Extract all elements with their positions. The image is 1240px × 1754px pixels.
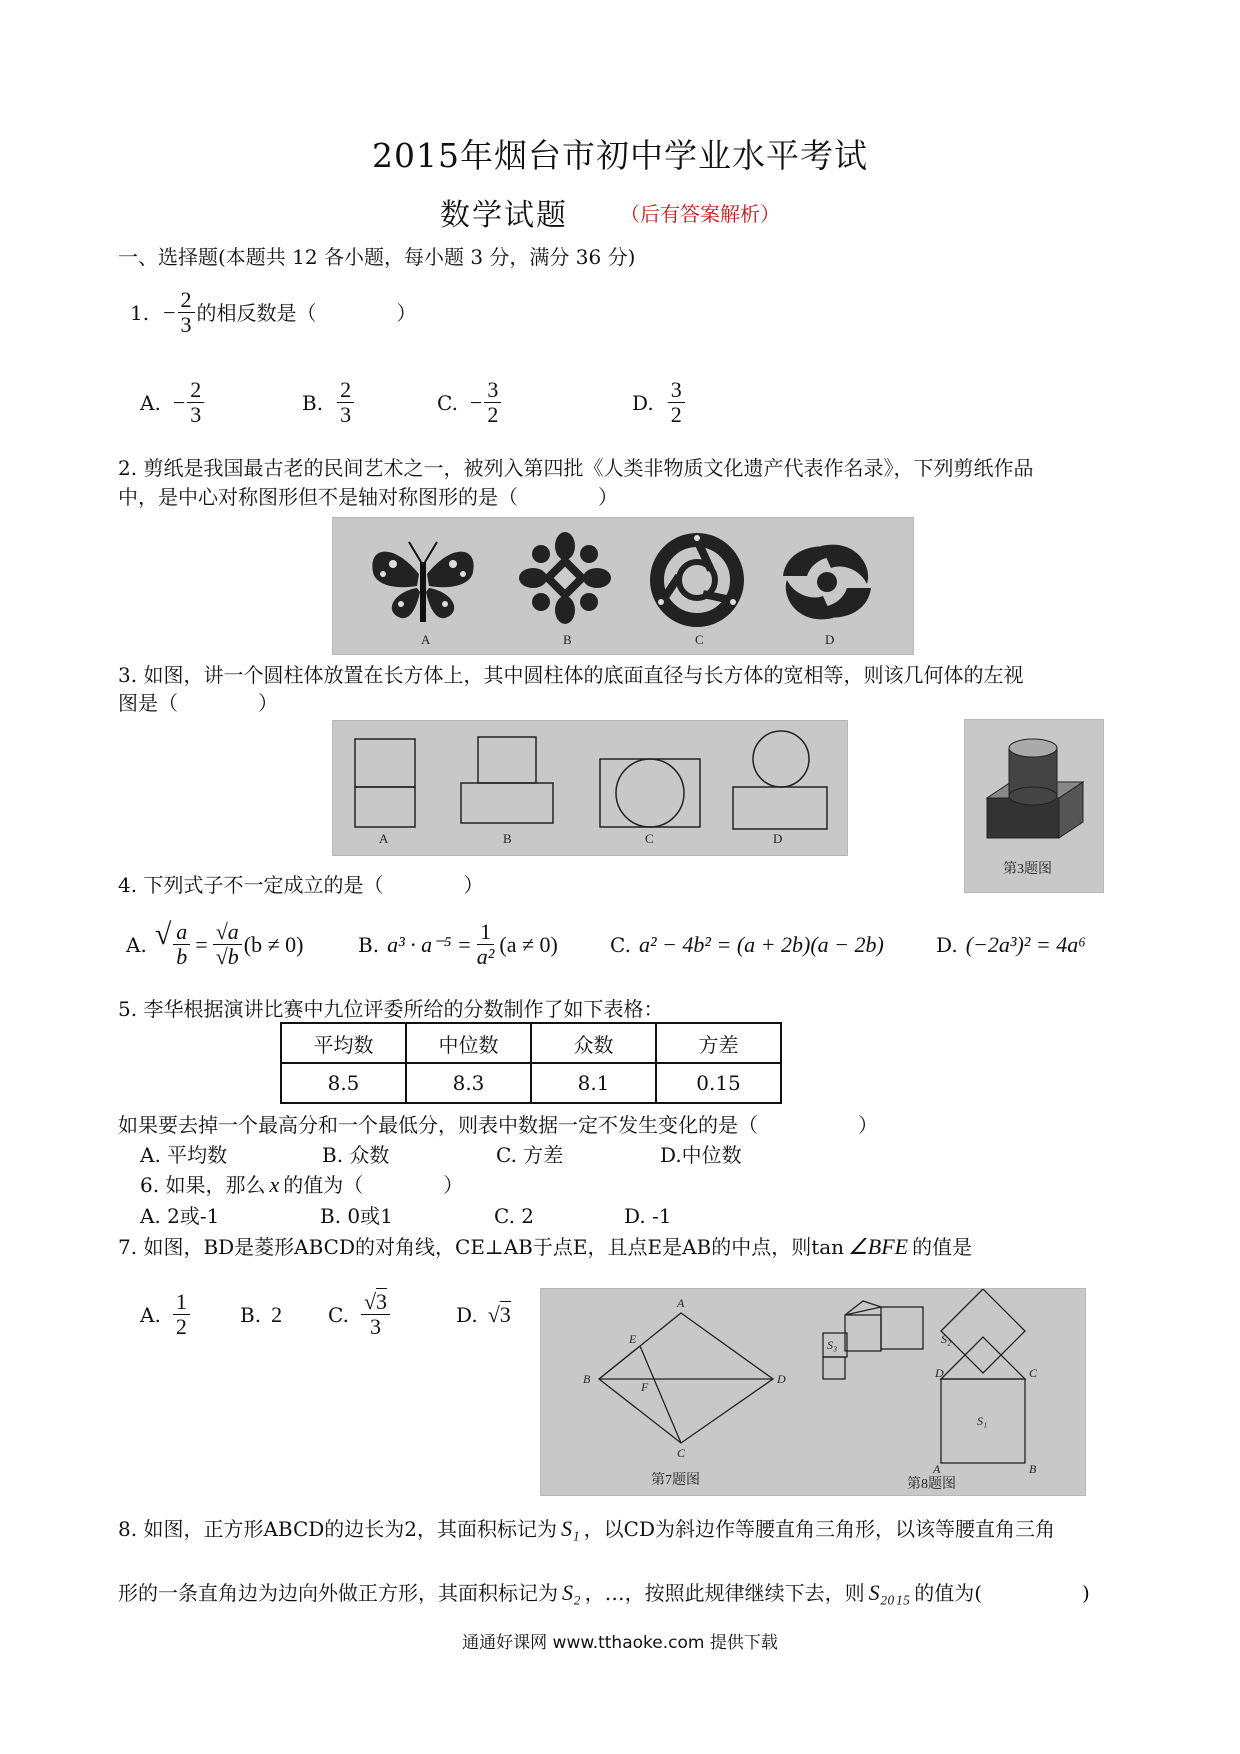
point-label: C [677,1446,686,1460]
point-label: A [933,1462,941,1476]
option-label: A. [126,932,147,957]
q1-stem [130,288,417,337]
option-value: 2 [271,1301,283,1327]
option-label: D. [456,1302,478,1327]
q6-option-c[interactable]: C. 2 [494,1204,535,1228]
inner-fraction [173,920,190,969]
fig8-caption: 第8题图 [907,1477,956,1492]
option-label: B. [358,932,380,957]
footer-credit: 通通好课网 www.tthaoke.com 提供下载 [462,1633,778,1653]
q1-option-c[interactable] [437,378,632,427]
option-fraction [173,1290,190,1339]
option-fraction [187,378,204,427]
option-value: √3 [487,1301,511,1327]
q7-options [140,1290,511,1339]
point-label: D [935,1366,944,1380]
papercut-figure [332,517,914,655]
option-num: 3 [668,378,685,403]
option-label: D. [632,390,654,415]
q6-option-b[interactable]: B. 0或1 [320,1204,393,1228]
q8-text: 的值为( ) [914,1581,1090,1605]
q1-option-d[interactable] [632,378,687,427]
area-label: S₁ [977,1414,988,1428]
ring-papercut-icon [657,535,737,620]
option-label: A. [140,1302,161,1327]
q6-text-b: 的值为（ ） [283,1173,464,1197]
q5-stem: 5. 李华根据演讲比赛中九位评委所给的分数制作了如下表格： [118,997,664,1021]
q8-text: 8. 如图，正方形ABCD的边长为2，其面积标记为 [118,1517,558,1541]
condition: (a ≠ 0) [499,931,558,957]
option-num: 2 [187,378,204,403]
left-view-options-figure [332,720,848,856]
radicand: 3 [376,1289,388,1314]
q4-stem: 4. 下列式子不一定成立的是（ ） [118,873,484,897]
fig3-caption: 第3题图 [1003,862,1052,877]
q7-option-c[interactable] [328,1290,456,1339]
q2-line2: 中，是中心对称图形但不是轴对称图形的是（ ） [118,485,618,509]
q8-s1: S₁ [561,1516,580,1541]
frac-den: b [176,944,188,969]
caption-a: A [379,831,389,846]
expression: a³ · a⁻⁵ = [387,931,472,957]
q1-text: 的相反数是（ ） [196,300,417,325]
q4-option-c[interactable] [610,932,936,958]
q7-angle: ∠BFE [848,1234,909,1259]
q4-option-b[interactable] [358,920,610,969]
option-num: 2 [337,378,354,403]
q6-text-a: 6. 如果，那么 [140,1173,266,1197]
table-header: 平均数 [281,1023,406,1063]
table-cell: 8.1 [531,1063,656,1103]
caption-b: B [563,632,572,647]
q7-option-d[interactable] [456,1302,511,1328]
q8-text: 形的一条直角边为边向外做正方形，其面积标记为 [118,1581,558,1605]
q1-option-a[interactable] [140,378,302,427]
q1-options [140,378,687,427]
q8-text: ，以CD为斜边作等腰直角三角形，以该等腰直角三角 [583,1517,1056,1541]
butterfly-papercut-icon [372,542,473,622]
q7-stem [118,1234,972,1260]
q5-option-c[interactable]: C. 方差 [496,1143,564,1167]
q8-s2015: S₂₀₁₅ [868,1580,911,1605]
point-label: B [1029,1462,1037,1476]
option-den: 2 [487,402,499,427]
score-stats-table [280,1022,782,1104]
q4-options [126,920,1086,969]
q1-frac-num: 2 [178,288,195,313]
point-label: A [677,1296,685,1310]
q7-option-b[interactable] [240,1302,328,1328]
section-heading: 一、选择题(本题共 12 各小题，每小题 3 分，满分 36 分) [118,245,636,269]
radicand: 3 [499,1301,511,1327]
sqrt-ratio [213,920,242,969]
var-b: b [227,944,239,969]
table-header: 方差 [656,1023,781,1063]
option-label: A. [140,390,161,415]
q6-stem [140,1172,463,1198]
frac-den: a² [476,944,495,969]
point-label: E [629,1332,637,1346]
radical-sign: √ [154,918,172,951]
q1-fraction [178,288,195,337]
point-label: F [641,1380,649,1394]
fig7-caption: 第7题图 [651,1473,700,1488]
option-label: B. [302,390,324,415]
option-label: C. [610,932,631,957]
option-den: 3 [190,402,202,427]
q7-option-a[interactable] [140,1290,240,1339]
table-header: 众数 [531,1023,656,1063]
q6-option-a[interactable]: A. 2或-1 [140,1204,220,1228]
rhombus-diagram [599,1313,773,1443]
q7-text-a: 7. 如图，BD是菱形ABCD的对角线，CE⊥AB于点E，且点E是AB的中点，则tan [118,1235,845,1259]
q6-option-d[interactable]: D. -1 [624,1204,672,1228]
left-view-drawings [333,721,847,855]
var-a: a [227,919,239,944]
frac-num: 1 [477,920,494,945]
table-cell: 8.5 [281,1063,406,1103]
table-header: 中位数 [406,1023,531,1063]
cylinder-on-box-figure [964,719,1104,893]
option-sign: − [469,389,483,415]
q3-line1: 3. 如图，讲一个圆柱体放置在长方体上，其中圆柱体的底面直径与长方体的宽相等，则该几何体的左视 [118,663,1024,687]
q1-option-b[interactable] [302,378,437,427]
fig7-fig8-figure [540,1288,1086,1496]
option-fraction [668,378,685,427]
q4-option-a[interactable] [126,920,358,969]
point-label: B [583,1372,591,1386]
q5-option-a[interactable]: A. 平均数 [140,1143,228,1167]
knot-papercut-icon [519,532,611,624]
frac-num: √a [213,920,242,945]
option-label: B. [240,1302,262,1327]
expression: (−2a³)² = 4a⁶ [965,931,1086,957]
rhombus-and-squares-drawing [541,1289,1085,1495]
answer-note: （后有答案解析） [620,202,780,226]
q2-line1: 2. 剪纸是我国最古老的民间艺术之一，被列入第四批《人类非物质文化遗产代表作名录》，下列剪纸作品 [118,456,1034,480]
frac-num: a [173,920,190,945]
frac-den: 3 [369,1314,381,1339]
expression: a² − 4b² = (a + 2b)(a − 2b) [638,931,884,957]
q8-line2 [118,1580,1090,1606]
q1-neg-sign: − [163,299,176,325]
q1-number: 1. [130,300,150,325]
table-cell: 8.3 [406,1063,531,1103]
option-fraction [337,378,354,427]
fraction [474,920,498,969]
q8-text: ，…，按照此规律继续下去，则 [584,1581,865,1605]
point-label: D [777,1372,786,1386]
swirl-papercut-icon [783,545,871,620]
option-fraction [484,378,501,427]
area-label: S₂ [941,1332,952,1346]
option-num: 3 [484,378,501,403]
q1-frac-den: 3 [180,312,192,337]
q3-line2: 图是（ ） [118,691,278,715]
frac-den: √b [215,944,239,969]
option-den: 3 [340,402,352,427]
q5-options [140,1142,742,1168]
q5-question: 如果要去掉一个最高分和一个最低分，则表中数据一定不发生变化的是（ ） [118,1113,878,1137]
table-header-row [281,1023,781,1063]
option-label: C. [328,1302,349,1327]
table-cell: 0.15 [656,1063,781,1103]
caption-c: C [695,632,704,647]
caption-a: A [421,632,431,647]
area-label: S₃ [827,1338,838,1352]
caption-d: D [773,831,783,846]
option-fraction [361,1290,390,1339]
q7-text-b: 的值是 [912,1235,973,1259]
q6-variable: x [269,1172,280,1197]
caption-c: C [645,831,654,846]
frac-num: 1 [173,1290,190,1315]
q6-options [140,1203,672,1229]
q4-option-d[interactable] [936,932,1086,958]
q8-s2: S₂ [562,1580,581,1605]
table-row [281,1063,781,1103]
squares-diagram [823,1289,1025,1463]
option-label: C. [437,390,458,415]
exam-title: 2015年烟台市初中学业水平考试 [372,136,868,175]
q5-option-d[interactable]: D.中位数 [660,1143,742,1167]
point-label: C [1029,1366,1038,1380]
frac-den: 2 [175,1314,187,1339]
exam-subtitle: 数学试题 [440,198,568,233]
q5-option-b[interactable]: B. 众数 [322,1143,390,1167]
equals-sign: = [195,931,208,957]
sqrt-fraction [155,920,192,969]
frac-num: √3 [361,1290,390,1315]
option-label: D. [936,932,958,957]
option-den: 2 [670,402,682,427]
caption-d: D [825,632,835,647]
caption-b: B [503,831,512,846]
condition: (b ≠ 0) [243,931,304,957]
option-sign: − [172,389,186,415]
q8-line1 [118,1516,1055,1542]
